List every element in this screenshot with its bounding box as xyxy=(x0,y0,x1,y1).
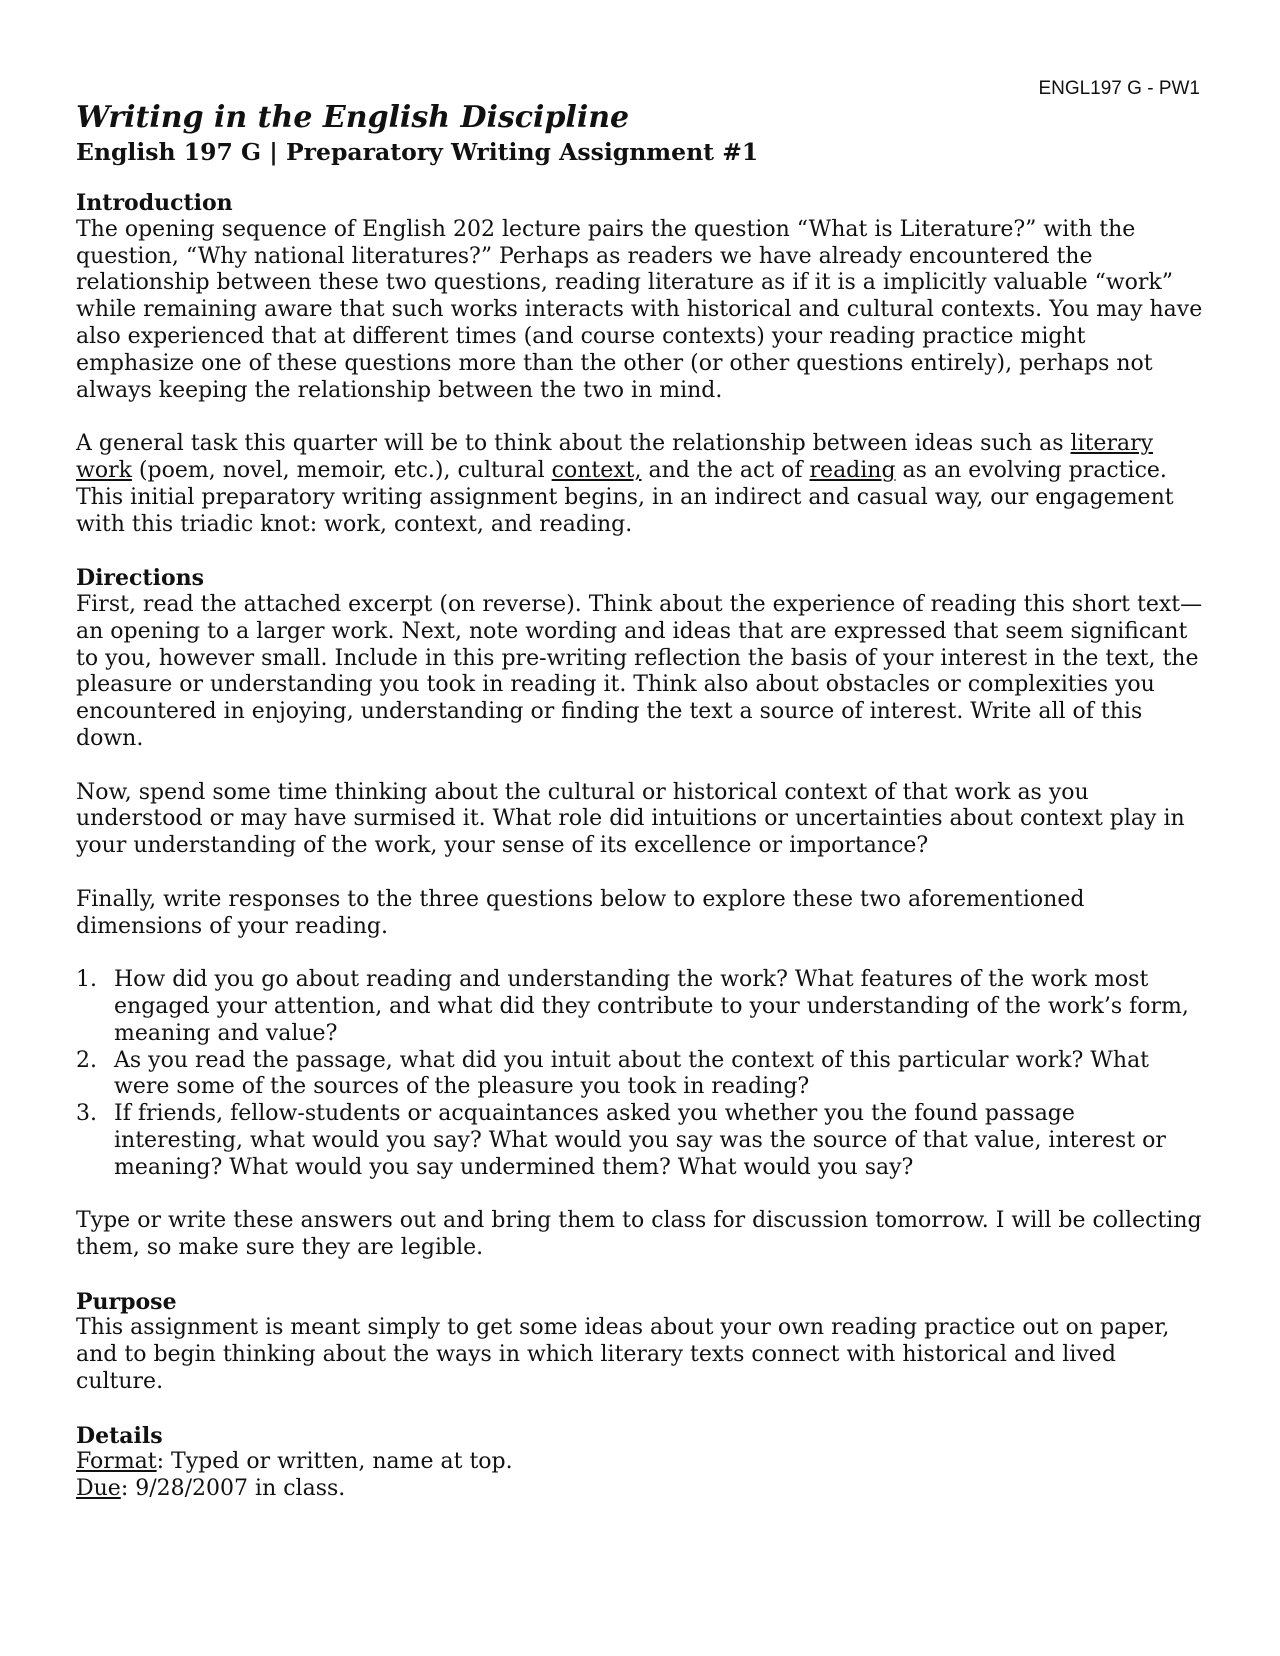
document-title: Writing in the English Discipline xyxy=(76,100,630,135)
question-text: As you read the passage, what did you intuit about the context of this particular work? What were some of the sources of the pleasure you took in reading? xyxy=(114,1047,1150,1100)
question-text: How did you go about reading and understanding the work? What features of the work most engaged your attention, and what did they contribute to your understanding of the work’s form, meaning and value? xyxy=(114,967,1189,1046)
question-text: If friends, fellow-students or acquaintances asked you whether you the found passage interesting, what would you say? What would you say was the source of that value, interest or meaning? What would you say undermined them? What would you say? xyxy=(114,1101,1166,1180)
details-heading: Details xyxy=(76,1422,163,1449)
details-section xyxy=(76,1423,1206,1503)
introduction-paragraph-1: The opening sequence of English 202 lecture pairs the question “What is Literature?” with the question, “Why national literatures?” Perhaps as readers we have already encountered the relationship between these two questions, reading literature as if it is a implicitly valuable “work” while remaining aware that such works interacts with historical and cultural contexts. You may have also experienced that at different times (and course contexts) your reading practice might emphasize one of these questions more than the other (or other questions entirely), perhaps not always keeping the relationship between the two in mind. xyxy=(76,216,1203,403)
list-item xyxy=(76,967,1206,1047)
due-label: Due xyxy=(76,1476,121,1502)
directions-paragraph-3: Finally, write responses to the three questions below to explore these two aforementioned dimensions of your reading. xyxy=(76,886,1085,939)
document-page xyxy=(76,100,1206,1503)
intro-p2-part-b: (poem, novel, memoir, etc.), cultural xyxy=(131,457,552,483)
term-context: context, xyxy=(551,457,642,483)
introduction-section xyxy=(76,190,1206,538)
directions-section xyxy=(76,565,1206,1262)
question-number: 3. xyxy=(76,1101,97,1127)
questions-list xyxy=(76,967,1206,1181)
intro-p2-part-a: A general task this quarter will be to think about the relationship between ideas such as xyxy=(76,431,1071,457)
due-value: : 9/28/2007 in class. xyxy=(120,1476,346,1502)
directions-paragraph-1: First, read the attached excerpt (on reverse). Think about the experience of reading this short text—an opening to a larger work. Next, note wording and ideas that are expressed that seem significant to you, however small. Include in this pre-writing reflection the basis of your interest in the text, the pleasure or understanding you took in reading it. Think also about obstacles or complexities you encountered in enjoying, understanding or finding the text a source of interest. Write all of this down. xyxy=(76,591,1203,751)
question-number: 2. xyxy=(76,1047,97,1073)
introduction-heading: Introduction xyxy=(76,190,233,216)
intro-p2-part-c: and the act of xyxy=(641,457,810,483)
directions-heading: Directions xyxy=(76,565,204,592)
format-label: Format xyxy=(76,1449,157,1475)
directions-paragraph-2: Now, spend some time thinking about the cultural or historical context of that work as you understood or may have surmised it. What role did intuitions or uncertainties about context play in your understanding of the work, your sense of its excellence or importance? xyxy=(76,779,1185,859)
purpose-section xyxy=(76,1289,1206,1396)
purpose-paragraph: This assignment is meant simply to get some ideas about your own reading practice out on paper, and to begin thinking about the ways in which literary texts connect with historical and lived culture. xyxy=(76,1315,1170,1395)
list-item xyxy=(76,1101,1206,1181)
details-format xyxy=(76,1449,1206,1476)
header-code: ENGL197 G - PW1 xyxy=(1038,78,1200,99)
directions-paragraph-4: Type or write these answers out and bring them to class for discussion tomorrow. I will be collecting them, so make sure they are legible. xyxy=(76,1208,1202,1261)
format-value: : Typed or written, name at top. xyxy=(156,1449,513,1475)
introduction-paragraph-2 xyxy=(76,431,1206,538)
term-literary-work: literary work xyxy=(76,431,1154,483)
list-item xyxy=(76,1048,1206,1102)
term-reading: reading xyxy=(809,457,896,483)
question-number: 1. xyxy=(76,967,97,993)
document-subtitle: English 197 G | Preparatory Writing Assignment #1 xyxy=(76,138,759,166)
purpose-heading: Purpose xyxy=(76,1288,177,1315)
intro-p2-part-d: as an evolving practice. This initial preparatory writing assignment begins, in an indirect and casual way, our engagement with this triadic knot: work, context, and reading. xyxy=(76,457,1174,537)
details-due xyxy=(76,1476,1206,1503)
